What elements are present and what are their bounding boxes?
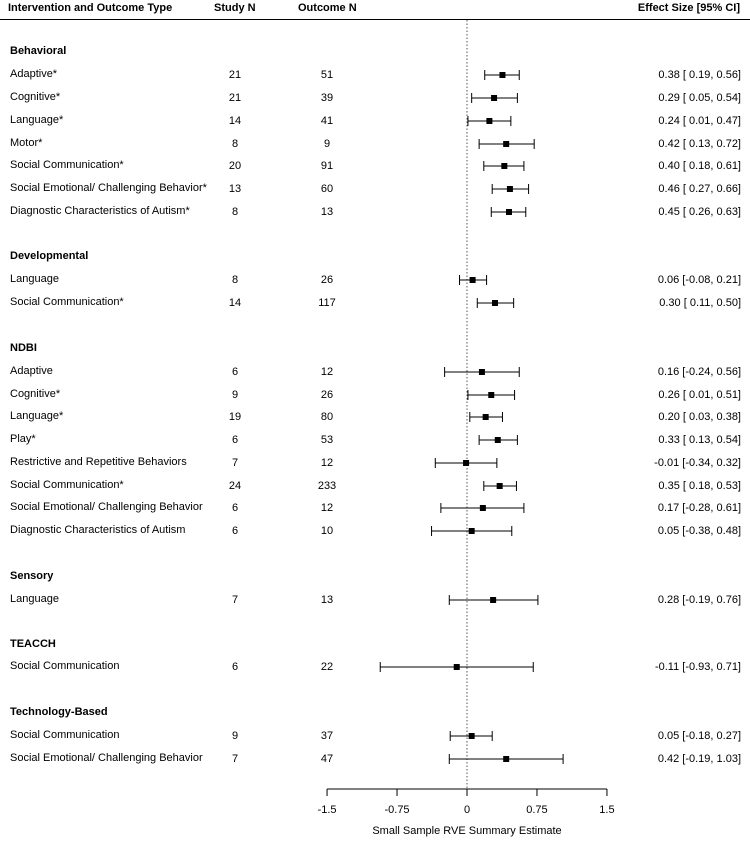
effect-size-text: -0.01 [-0.34, 0.32] [654, 457, 741, 469]
x-axis-label: Small Sample RVE Summary Estimate [372, 825, 562, 837]
point-estimate [488, 392, 494, 398]
outcome-n-value: 26 [320, 274, 334, 286]
outcome-n-value: 26 [320, 389, 334, 401]
outcome-n-value: 47 [320, 753, 334, 765]
row-label: Social Communication* [10, 296, 124, 308]
effect-size-text: 0.05 [-0.18, 0.27] [657, 730, 741, 742]
x-tick-label: 1.5 [599, 804, 615, 816]
row-label: Language* [10, 114, 64, 126]
point-estimate [469, 733, 475, 739]
point-estimate [454, 664, 460, 670]
point-estimate [463, 460, 469, 466]
effect-size-text: 0.33 [ 0.13, 0.54] [658, 434, 741, 446]
study-n-value: 14 [228, 115, 242, 127]
effect-size-text: -0.11 [-0.93, 0.71] [654, 661, 741, 673]
row-label: Social Emotional/ Challenging Behavior [10, 752, 203, 764]
study-n-value: 9 [231, 389, 239, 401]
group-label: Technology-Based [10, 706, 108, 718]
study-n-value: 6 [231, 434, 239, 446]
group-label: Sensory [10, 570, 54, 582]
row-label: Cognitive* [10, 91, 61, 103]
point-estimate [470, 277, 476, 283]
effect-size-text: 0.35 [ 0.18, 0.53] [658, 480, 741, 492]
study-n-value: 8 [231, 206, 239, 218]
study-n-value: 6 [231, 366, 239, 378]
header-study-n: Study N [214, 2, 256, 14]
outcome-n-value: 60 [320, 183, 334, 195]
row-label: Social Communication [10, 660, 120, 672]
row-label: Play* [10, 433, 36, 445]
study-n-value: 19 [228, 411, 242, 423]
point-estimate [486, 118, 492, 124]
study-n-value: 21 [228, 92, 242, 104]
row-label: Social Communication* [10, 479, 124, 491]
effect-size-text: 0.05 [-0.38, 0.48] [657, 525, 741, 537]
outcome-n-value: 37 [320, 730, 334, 742]
study-n-value: 20 [228, 160, 242, 172]
point-estimate [497, 483, 503, 489]
effect-size-text: 0.42 [ 0.13, 0.72] [658, 138, 741, 150]
header-intervention: Intervention and Outcome Type [8, 2, 173, 14]
point-estimate [499, 72, 505, 78]
header-outcome-n: Outcome N [298, 2, 357, 14]
x-tick-label: -0.75 [384, 804, 410, 816]
study-n-value: 7 [231, 457, 239, 469]
row-label: Social Communication* [10, 159, 124, 171]
row-label: Adaptive* [10, 68, 58, 80]
point-estimate [469, 528, 475, 534]
study-n-value: 6 [231, 525, 239, 537]
outcome-n-value: 10 [320, 525, 334, 537]
row-label: Social Emotional/ Challenging Behavior [10, 501, 203, 513]
effect-size-text: 0.38 [ 0.19, 0.56] [658, 69, 741, 81]
outcome-n-value: 13 [320, 206, 334, 218]
row-label: Language [10, 593, 59, 605]
effect-size-text: 0.16 [-0.24, 0.56] [657, 366, 741, 378]
outcome-n-value: 41 [320, 115, 334, 127]
point-estimate [490, 597, 496, 603]
point-estimate [503, 756, 509, 762]
point-estimate [495, 437, 501, 443]
study-n-value: 8 [231, 274, 239, 286]
effect-size-text: 0.24 [ 0.01, 0.47] [658, 115, 741, 127]
outcome-n-value: 12 [320, 502, 334, 514]
study-n-value: 24 [228, 480, 242, 492]
effect-size-text: 0.45 [ 0.26, 0.63] [658, 206, 741, 218]
effect-size-text: 0.40 [ 0.18, 0.61] [658, 160, 741, 172]
study-n-value: 6 [231, 661, 239, 673]
point-estimate [492, 300, 498, 306]
row-label: Motor* [10, 137, 43, 149]
study-n-value: 13 [228, 183, 242, 195]
point-estimate [503, 141, 509, 147]
point-estimate [507, 186, 513, 192]
effect-size-text: 0.46 [ 0.27, 0.66] [658, 183, 741, 195]
outcome-n-value: 233 [317, 480, 337, 492]
group-label: Behavioral [10, 45, 67, 57]
outcome-n-value: 12 [320, 366, 334, 378]
study-n-value: 7 [231, 753, 239, 765]
row-label: Restrictive and Repetitive Behaviors [10, 456, 187, 468]
study-n-value: 9 [231, 730, 239, 742]
study-n-value: 21 [228, 69, 242, 81]
effect-size-text: 0.28 [-0.19, 0.76] [657, 594, 741, 606]
row-label: Adaptive [10, 365, 53, 377]
point-estimate [479, 369, 485, 375]
outcome-n-value: 117 [318, 297, 336, 309]
header-effect-size: Effect Size [95% CI] [637, 2, 740, 14]
row-label: Social Communication [10, 729, 120, 741]
point-estimate [506, 209, 512, 215]
outcome-n-value: 80 [320, 411, 334, 423]
effect-size-text: 0.06 [-0.08, 0.21] [657, 274, 741, 286]
effect-size-text: 0.42 [-0.19, 1.03] [657, 753, 741, 765]
group-label: NDBI [10, 342, 37, 354]
outcome-n-value: 22 [320, 661, 334, 673]
study-n-value: 6 [231, 502, 239, 514]
row-label: Language* [10, 410, 64, 422]
effect-size-text: 0.26 [ 0.01, 0.51] [658, 389, 741, 401]
x-tick-label: 0.75 [526, 804, 548, 816]
group-label: Developmental [10, 250, 89, 262]
outcome-n-value: 9 [323, 138, 331, 150]
point-estimate [501, 163, 507, 169]
study-n-value: 7 [231, 594, 239, 606]
row-label: Cognitive* [10, 388, 61, 400]
point-estimate [483, 414, 489, 420]
point-estimate [491, 95, 497, 101]
outcome-n-value: 39 [320, 92, 334, 104]
outcome-n-value: 91 [320, 160, 334, 172]
point-estimate [480, 505, 486, 511]
study-n-value: 8 [231, 138, 239, 150]
x-tick-label: -1.5 [317, 804, 337, 816]
outcome-n-value: 13 [320, 594, 334, 606]
effect-size-text: 0.17 [-0.28, 0.61] [657, 502, 741, 514]
row-label: Social Emotional/ Challenging Behavior* [10, 182, 207, 194]
outcome-n-value: 53 [320, 434, 334, 446]
row-label: Language [10, 273, 59, 285]
outcome-n-value: 12 [320, 457, 334, 469]
effect-size-text: 0.20 [ 0.03, 0.38] [658, 411, 741, 423]
study-n-value: 14 [228, 297, 242, 309]
row-label: Diagnostic Characteristics of Autism [10, 524, 186, 536]
effect-size-text: 0.29 [ 0.05, 0.54] [658, 92, 741, 104]
group-label: TEACCH [10, 638, 56, 650]
outcome-n-value: 51 [320, 69, 334, 81]
row-label: Diagnostic Characteristics of Autism* [10, 205, 190, 217]
effect-size-text: 0.30 [ 0.11, 0.50] [659, 297, 741, 309]
x-tick-label: 0 [463, 804, 471, 816]
